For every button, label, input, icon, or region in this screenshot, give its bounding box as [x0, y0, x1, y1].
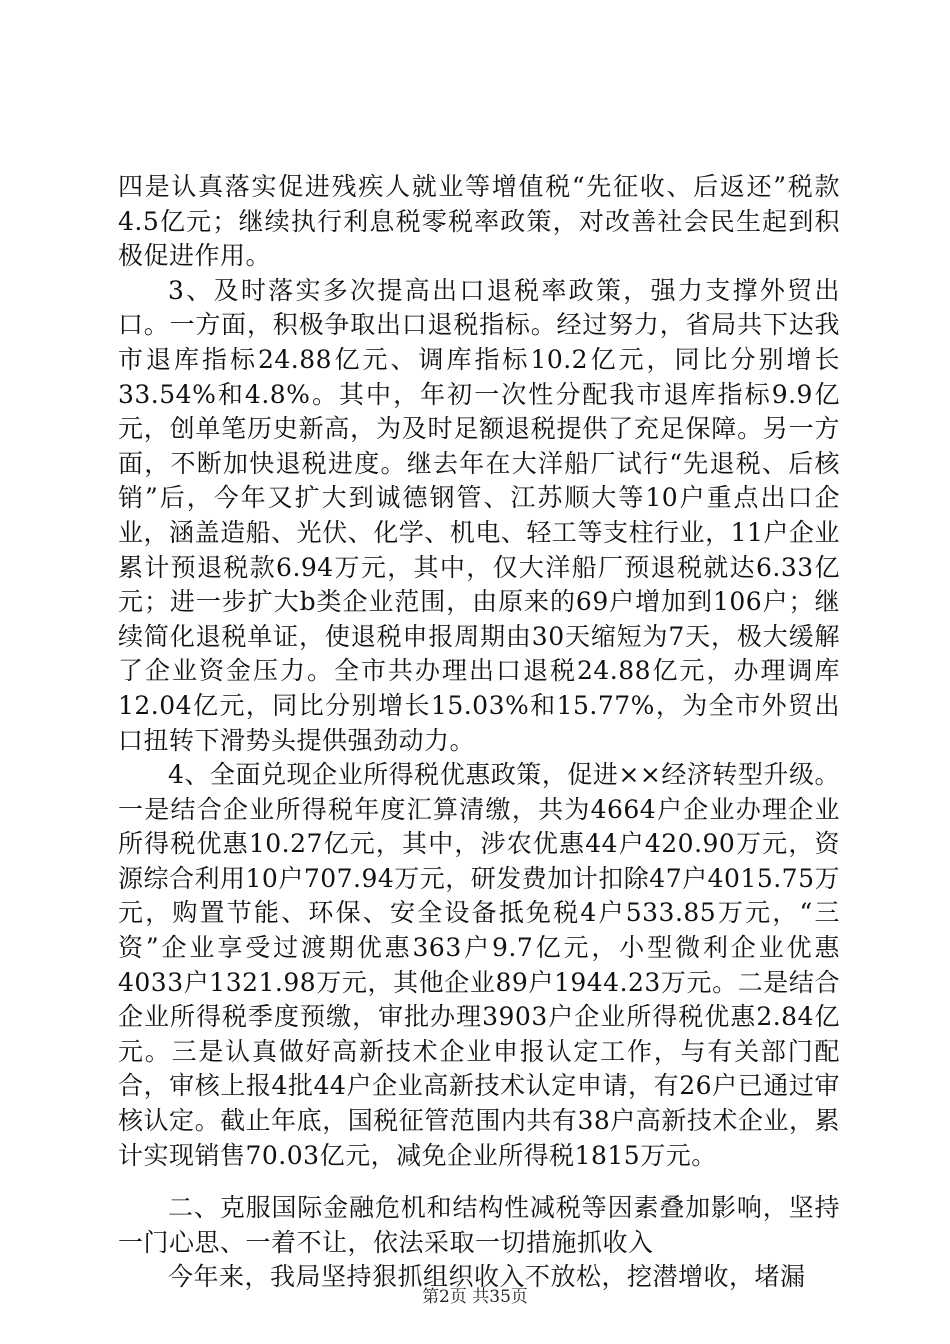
- section-heading: 二、克服国际金融危机和结构性减税等因素叠加影响，坚持一门心思、一着不让，依法采取一切措施抓收入: [118, 1193, 840, 1257]
- page-footer: 第2页 共35页: [422, 1287, 528, 1307]
- paragraph-income-tax: 4、全面兑现企业所得税优惠政策，促进××经济转型升级。一是结合企业所得税年度汇算清缴，共为4664户企业办理企业所得税优惠10.27亿元，其中，涉农优惠44户420.90万元，资源综合利用10户707.94万元，研发费加计扣除47户4015.75万元，购置节能、环保、安全设备抵免税4户533.85万元，“三资”企业享受过渡期优惠363户9.7亿元，小型微利企业优惠4033户1321.98万元，其他企业89户1944.23万元。二是结合企业所得税季度预缴，审批办理3903户企业所得税优惠2.84亿元。三是认真做好高新技术企业申报认定工作，与有关部门配合，审核上报4批44户企业高新技术认定申请，有26户已通过审核认定。截止年底，国税征管范围内共有38户高新技术企业，累计实现销售70.03亿元，减免企业所得税1815万元。: [118, 760, 840, 1170]
- document-body: [118, 170, 840, 1295]
- paragraph-continuation: 四是认真落实促进残疾人就业等增值税“先征收、后返还”税款4.5亿元；继续执行利息税零税率政策，对改善社会民生起到积极促进作用。: [118, 172, 840, 271]
- paragraph-revenue: 今年来，我局坚持狠抓组织收入不放松，挖潜增收，堵漏: [168, 1262, 806, 1292]
- paragraph-export-rebate: 3、及时落实多次提高出口退税率政策，强力支撑外贸出口。一方面，积极争取出口退税指标。经过努力，省局共下达我市退库指标24.88亿元、调库指标10.2亿元，同比分别增长33.54%和4.8%。其中，年初一次性分配我市退库指标9.9亿元，创单笔历史新高，为及时足额退税提供了充足保障。另一方面，不断加快退税进度。继去年在大洋船厂试行“先退税、后核销”后，今年又扩大到诚德钢管、江苏顺大等10户重点出口企业，涵盖造船、光伏、化学、机电、轻工等支柱行业，11户企业累计预退税款6.94万元，其中，仅大洋船厂预退税就达6.33亿元；进一步扩大b类企业范围，由原来的69户增加到106户；继续简化退税单证，使退税申报周期由30天缩短为7天，极大缓解了企业资金压力。全市共办理出口退税24.88亿元，办理调库12.04亿元，同比分别增长15.03%和15.77%，为全市外贸出口扭转下滑势头提供强劲动力。: [118, 275, 840, 755]
